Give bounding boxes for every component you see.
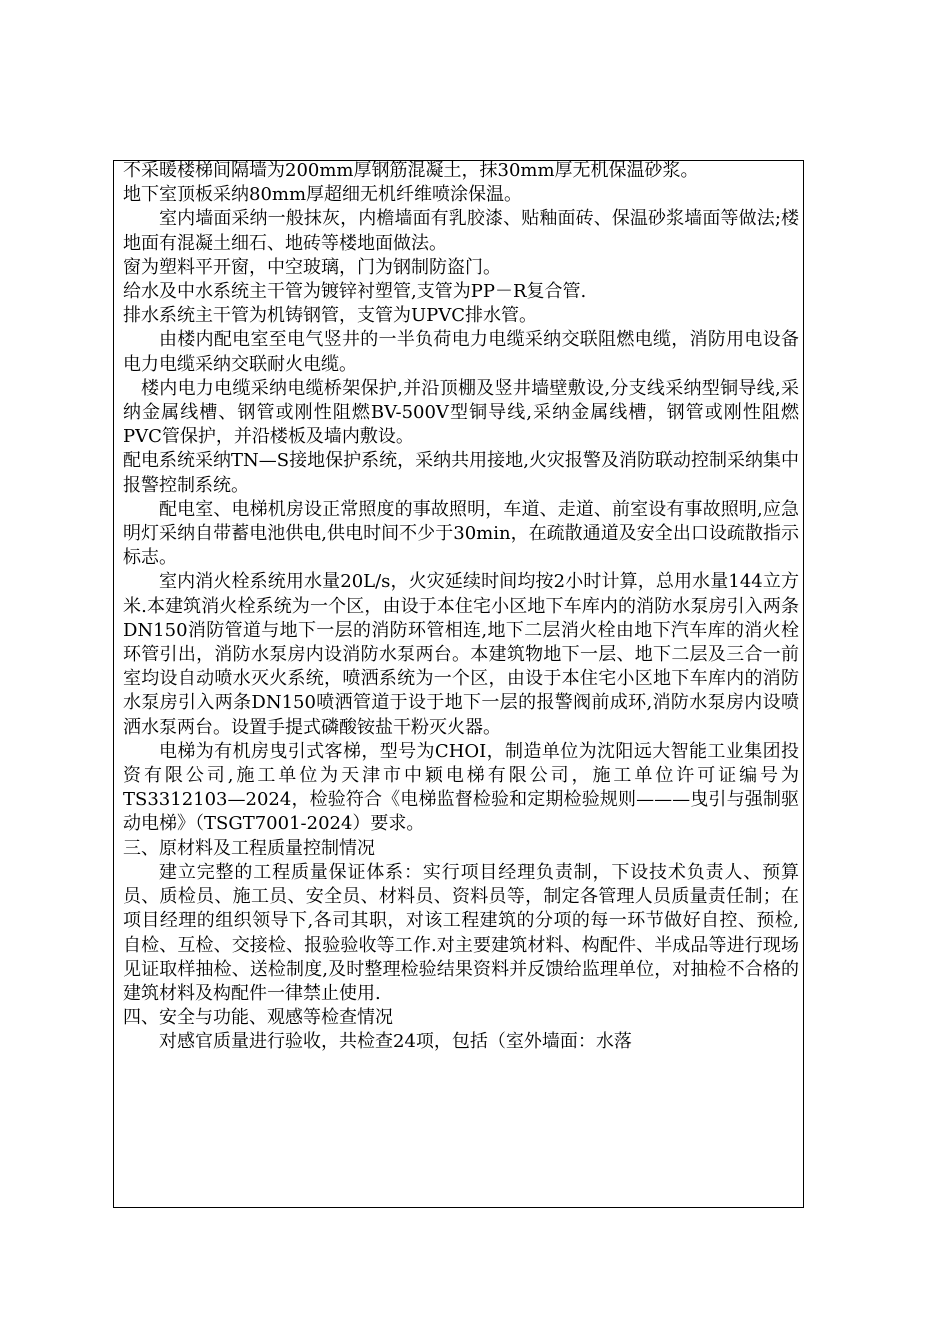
paragraph-basement-roof: 地下室顶板采纳80mm厚超细无机纤维喷涂保温。 xyxy=(123,184,523,206)
paragraph-water-supply: 给水及中水系统主干管为镀锌衬塑管,支管为PP－R复合管. xyxy=(123,281,587,303)
document-frame xyxy=(113,160,804,1208)
paragraph-drainage: 排水系统主干管为机铸钢管，支管为UPVC排水管。 xyxy=(123,305,538,327)
paragraph-windows-doors: 窗为塑料平开窗，中空玻璃，门为钢制防盗门。 xyxy=(123,256,501,278)
section-heading-safety: 四、安全与功能、观感等检查情况 xyxy=(123,1007,393,1029)
paragraph-fire-hydrant: 室内消火栓系统用水量20L/s，火灾延续时间均按2小时计算，总用水量144立方米.本建筑消火栓系统为一个区，由设于本住宅小区地下车库内的消防水泵房引入两条DN150消防管道与地下一层的消防环管相连,地下二层消火栓由地下汽车库的消火栓环管引出，消防水泵房内设消防水泵两台。本建筑物地下一层、地下二层及三合一前室均设自动喷水灭火系统，喷洒系统为一个区，由设于本住宅小区地下车库内的消防水泵房引入两条DN150喷洒管道于设于地下一层的报警阀前成环,消防水泵房内设喷洒水泵两台。设置手提式磷酸铵盐干粉灭火器。 xyxy=(123,571,799,738)
paragraph-interior-walls: 室内墙面采纳一般抹灰，内檐墙面有乳胶漆、贴釉面砖、保温砂浆墙面等做法;楼地面有混凝土细石、地砖等楼地面做法。 xyxy=(123,208,799,254)
paragraph-cable-tray: 楼内电力电缆采纳电缆桥架保护,并沿顶棚及竖井墙壁敷设,分支线采纳型铜导线,采纳金属线槽、钢管或刚性阻燃BV-500V型铜导线,采纳金属线槽，钢管或刚性阻燃PVC管保护，并沿楼板及墙内敷设。 xyxy=(123,377,799,448)
paragraph-quality-system: 建立完整的工程质量保证体系：实行项目经理负责制，下设技术负责人、预算员、质检员、施工员、安全员、材料员、资料员等，制定各管理人员质量责任制；在项目经理的组织领导下,各司其职，对该工程建筑的分项的每一环节做好自控、预检,自检、互检、交接检、报验验收等工作.对主要建筑材料、构配件、半成品等进行现场见证取样抽检、送检制度,及时整理检验结果资料并反馈给监理单位，对抽检不合格的建筑材料及构配件一律禁止使用. xyxy=(123,861,799,1004)
section-heading-materials: 三、原材料及工程质量控制情况 xyxy=(123,837,375,859)
paragraph-inspection: 对感官质量进行验收，共检查24项，包括（室外墙面：水落 xyxy=(159,1031,632,1053)
paragraph-elevator: 电梯为有机房曳引式客梯，型号为CHOI，制造单位为沈阳远大智能工业集团投资有限公司,施工单位为天津市中颖电梯有限公司，施工单位许可证编号为TS3312103—2024，检验符合《电梯监督检验和定期检验规则———曳引与强制驱动电梯》（TSGT7001-2024）要求。 xyxy=(123,740,799,835)
paragraph-power-cable: 由楼内配电室至电气竖井的一半负荷电力电缆采纳交联阻燃电缆，消防用电设备电力电缆采纳交联耐火电缆。 xyxy=(123,329,799,375)
paragraph-emergency-lighting: 配电室、电梯机房设正常照度的事故照明，车道、走道、前室设有事故照明,应急明灯采纳自带蓄电池供电,供电时间不少于30min，在疏散通道及安全出口设疏散指示标志。 xyxy=(123,498,799,569)
paragraph-stair-wall: 不采暖楼梯间隔墙为200mm厚钢筋混凝土，抹30mm厚无机保温砂浆。 xyxy=(123,160,699,181)
document-body xyxy=(123,160,799,1055)
paragraph-grounding: 配电系统采纳TN—S接地保护系统，采纳共用接地,火灾报警及消防联动控制采纳集中报警控制系统。 xyxy=(123,450,799,496)
